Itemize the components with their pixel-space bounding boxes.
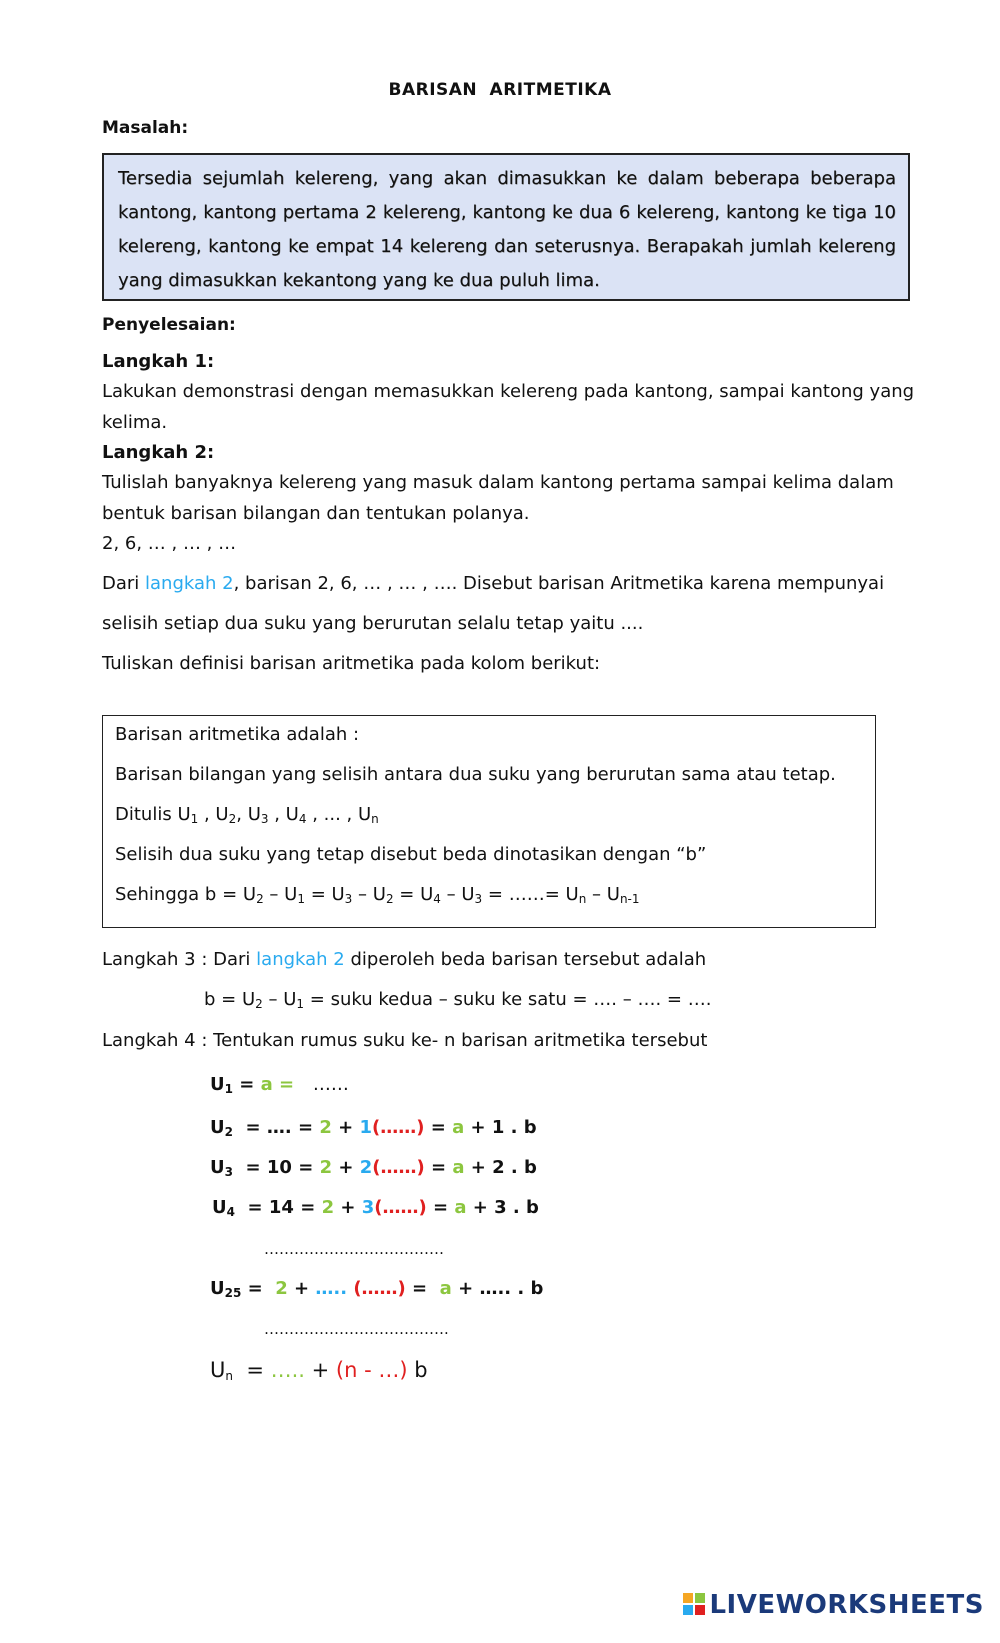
penyelesaian-label: Penyelesaian: bbox=[102, 315, 236, 335]
step3-line bbox=[102, 949, 706, 970]
dari-line bbox=[102, 573, 884, 594]
langkah2-link: langkah 2 bbox=[145, 573, 234, 594]
definition-line3: Selisih dua suku yang tetap disebut beda dinotasikan dengan “b” bbox=[115, 844, 707, 865]
masalah-label: Masalah: bbox=[102, 118, 189, 138]
u1-a: a = bbox=[260, 1074, 295, 1095]
formula-u25: $U_{25} = 2$ + ….. (……) = a + ….. . b bbox=[210, 1278, 544, 1300]
u4-value: 14 bbox=[268, 1197, 294, 1218]
step3-label: Langkah 3 bbox=[102, 949, 196, 970]
step2-label: Langkah 2: bbox=[102, 442, 215, 463]
un-paren: (n - …) bbox=[335, 1358, 408, 1382]
step3-formula: $b = U_2 - U_1$ = suku kedua – suku ke satu = …. – …. = …. bbox=[204, 989, 712, 1011]
un-b: b bbox=[407, 1358, 428, 1382]
problem-box bbox=[102, 153, 910, 301]
formula-un: $U_n$ = ….. + (n - …) b bbox=[210, 1358, 428, 1383]
problem-text: Tersedia sejumlah kelereng, yang akan dimasukkan ke dalam beberapa beberapa kantong, kantong pertama 2 kelereng, kantong ke dua 6 kelereng, kantong ke tiga 10 kelereng, kantong ke empat 14 kelereng dan seterusnya. Berapakah jumlah kelereng yang dimasukkan kekantong yang ke dua puluh lima. bbox=[118, 168, 896, 291]
step2-line1: Tulislah banyaknya kelereng yang masuk dalam kantong pertama sampai kelima dalam bbox=[102, 472, 894, 493]
un-first: ….. bbox=[270, 1358, 312, 1382]
formula-u3: $U_3 = 10 = 2$ + 2(……) = a + 2 . b bbox=[210, 1157, 537, 1179]
dots-line-1: ……………………………… bbox=[264, 1240, 444, 1258]
written-prefix: Ditulis bbox=[115, 804, 178, 825]
step3-colon: : Dari bbox=[195, 949, 257, 970]
dari-line2: selisih setiap dua suku yang berurutan selalu tetap yaitu .... bbox=[102, 613, 644, 634]
u25-n: ….. bbox=[315, 1278, 354, 1299]
step3-formula-rest: = suku kedua – suku ke satu = …. – …. = …. bbox=[304, 989, 712, 1010]
step3-rest: diperoleh beda barisan tersebut adalah bbox=[344, 949, 707, 970]
dari-suffix: , barisan 2, 6, … , … , …. Disebut barisan Aritmetika karena mempunyai bbox=[233, 573, 885, 594]
step1-line1: Lakukan demonstrasi dengan memasukkan kelereng pada kantong, sampai kantong yang bbox=[102, 381, 915, 402]
so-prefix: Sehingga bbox=[115, 884, 205, 905]
page-title: BARISAN ARITMETIKA bbox=[388, 80, 612, 100]
u25-right: ….. . b bbox=[479, 1278, 544, 1299]
formula-u4: $U_4 = 14 = 2$ + 3(……) = a + 3 . b bbox=[212, 1197, 539, 1219]
dots-line-2: ………………………………. bbox=[264, 1320, 449, 1338]
step1-line2: kelima. bbox=[102, 412, 168, 433]
definition-written: Ditulis $U_1$ , $U_2$, $U_3$ , $U_4$ , ... , $U_n$ bbox=[115, 804, 379, 826]
definition-box bbox=[102, 715, 876, 928]
formula-u1: $U_1 = a$ = …… bbox=[210, 1074, 349, 1096]
u2-value: …. bbox=[266, 1117, 292, 1138]
liveworksheets-logo bbox=[683, 1590, 984, 1620]
u3-value: 10 bbox=[266, 1157, 292, 1178]
definition-line1: Barisan bilangan yang selisih antara dua suku yang berurutan sama atau tetap. bbox=[115, 764, 836, 785]
definition-formula: Sehingga $b = U_2 - U_1 = U_3 - U_2 = U_4 - U_3$ = ……= $U_n - U_{n-1}$ bbox=[115, 884, 640, 906]
sequence-blanks: 2, 6, … , … , … bbox=[102, 533, 237, 554]
step1-label: Langkah 1: bbox=[102, 351, 215, 372]
step4-label: Langkah 4 bbox=[102, 1030, 196, 1051]
step4-line bbox=[102, 1030, 707, 1051]
dari-line3: Tuliskan definisi barisan aritmetika pada kolom berikut: bbox=[102, 653, 601, 674]
u1-blank: …… bbox=[312, 1074, 349, 1095]
step2-line2: bentuk barisan bilangan dan tentukan polanya. bbox=[102, 503, 530, 524]
watermark-text: LIVEWORKSHEETS bbox=[709, 1590, 984, 1620]
formula-u2: $U_2$ = …. = 2 + 1(……) = a + 1 . b bbox=[210, 1117, 537, 1139]
definition-heading: Barisan aritmetika adalah : bbox=[115, 724, 360, 745]
step4-text: : Tentukan rumus suku ke- n barisan aritmetika tersebut bbox=[195, 1030, 708, 1051]
dari-prefix: Dari bbox=[102, 573, 146, 594]
liveworksheets-icon bbox=[683, 1593, 705, 1615]
step3-link: langkah 2 bbox=[256, 949, 345, 970]
